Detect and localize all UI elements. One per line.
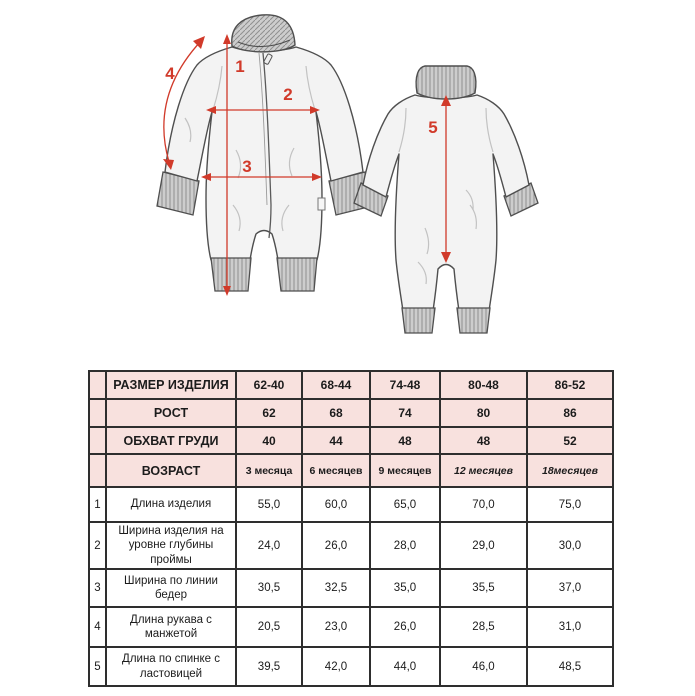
measure-value: 46,0 [440,647,527,686]
header-label: ОБХВАТ ГРУДИ [106,427,236,454]
size-value-cell: 62-40 [236,371,302,399]
size-value-cell: 68 [302,399,370,427]
header-row-height [89,399,613,427]
size-value-cell: 68-44 [302,371,370,399]
side-seam-tag [318,198,325,210]
measure-value: 35,0 [370,569,440,607]
measure-label-5: 5 [428,118,438,137]
size-value-cell: 80-48 [440,371,527,399]
front-view-sketch [157,15,372,296]
front-right-leg-cuff [277,258,317,291]
measure-value: 75,0 [527,487,613,522]
measure-name: Длина изделия [106,487,236,522]
header-label: ВОЗРАСТ [106,454,236,487]
size-value-cell: 80 [440,399,527,427]
measure-name: Длина по спинке с ластовицей [106,647,236,686]
measure-value: 28,0 [370,522,440,569]
row-number: 2 [89,522,106,569]
header-label: РОСТ [106,399,236,427]
size-value-cell: 48 [370,427,440,454]
measure-value: 37,0 [527,569,613,607]
measure-value: 44,0 [370,647,440,686]
measure-value: 55,0 [236,487,302,522]
measure-value: 42,0 [302,647,370,686]
measure-label-3: 3 [242,157,252,176]
age-value-cell: 3 месяца [236,454,302,487]
age-value-cell: 6 месяцев [302,454,370,487]
measure-value: 60,0 [302,487,370,522]
age-value-cell: 9 месяцев [370,454,440,487]
row-number: 1 [89,487,106,522]
back-left-leg-cuff [402,308,435,333]
age-value-cell: 18месяцев [527,454,613,487]
measure-value: 26,0 [370,607,440,647]
size-value-cell: 62 [236,399,302,427]
size-table [88,370,614,687]
corner-cell [89,371,106,399]
size-value-cell: 52 [527,427,613,454]
measure-value: 29,0 [440,522,527,569]
back-collar [416,66,476,99]
measure-value: 31,0 [527,607,613,647]
size-value-cell: 40 [236,427,302,454]
front-left-leg-cuff [211,258,251,291]
measure-label-4: 4 [165,64,175,83]
corner-cell [89,399,106,427]
size-value-cell: 74 [370,399,440,427]
corner-cell [89,454,106,487]
back-view-sketch [354,66,538,333]
header-label: РАЗМЕР ИЗДЕЛИЯ [106,371,236,399]
measure-value: 32,5 [302,569,370,607]
row-number: 4 [89,607,106,647]
row-number: 5 [89,647,106,686]
measure-value: 35,5 [440,569,527,607]
size-value-cell: 48 [440,427,527,454]
table-row [89,647,613,686]
corner-cell [89,427,106,454]
measure-value: 26,0 [302,522,370,569]
size-value-cell: 74-48 [370,371,440,399]
age-value-cell: 12 месяцев [440,454,527,487]
measure-value: 30,5 [236,569,302,607]
table-row [89,569,613,607]
back-right-leg-cuff [457,308,490,333]
measure-label-2: 2 [283,85,293,104]
measure-name: Ширина по линии бедер [106,569,236,607]
measure-value: 20,5 [236,607,302,647]
row-number: 3 [89,569,106,607]
measure-value: 23,0 [302,607,370,647]
header-row-chest [89,427,613,454]
table-row [89,607,613,647]
measure-value: 48,5 [527,647,613,686]
measure-value: 39,5 [236,647,302,686]
size-value-cell: 44 [302,427,370,454]
measure-name: Длина рукава с манжетой [106,607,236,647]
header-row-age [89,454,613,487]
measure-value: 28,5 [440,607,527,647]
measure-value: 70,0 [440,487,527,522]
arrowhead-icon [223,34,231,44]
measure-value: 30,0 [527,522,613,569]
measure-value: 24,0 [236,522,302,569]
front-body-outline [165,47,363,260]
measure-label-1: 1 [235,57,245,76]
header-row-size [89,371,613,399]
size-value-cell: 86 [527,399,613,427]
table-row [89,522,613,569]
measure-value: 65,0 [370,487,440,522]
measure-name: Ширина изделия на уровне глубины проймы [106,522,236,569]
table-row [89,487,613,522]
size-value-cell: 86-52 [527,371,613,399]
